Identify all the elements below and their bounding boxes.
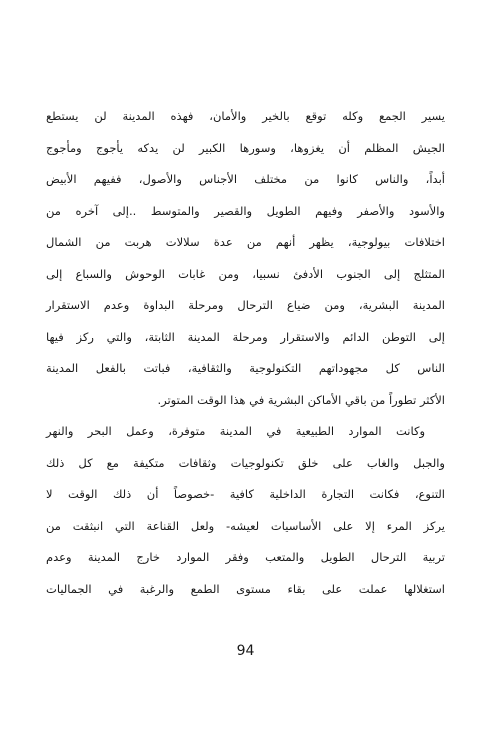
text-line: الناس كل مجهوداتهم التكنولوجية والثقافية، فباتت بالفعل المدينة (46, 361, 445, 375)
text-line: والجبل والغاب على خلق تكنولوجيات وثقافات متكيفة مع كل ذلك (46, 455, 445, 470)
text-line: المتثلج إلى الجنوب الأدفئ نسبيا، ومن غابات الوحوش والسباع إلى (46, 266, 445, 281)
page-number: 94 (236, 643, 255, 659)
text-line: وكانت الموارد الطبيعية في المدينة متوفرة، وعمل البحر والنهر (46, 424, 425, 438)
text-line: إلى التوطن الدائم والاستقرار ومرحلة المدينة الثابتة، والتي ركز فيها (46, 329, 445, 344)
text-line: يركز المرء إلا على الأساسيات لعيشه- ولعل القناعة التي انبثقت من (46, 518, 445, 533)
text-line: يسير الجمع وكله توقع بالخير والأمان، فهذه المدينة لن يستطع (46, 109, 445, 123)
text-line: اختلافات بيولوجية، يظهر أنهم من عدة سلالات هربت من الشمال (46, 235, 445, 249)
body-text (46, 101, 445, 605)
text-line: استغلالها عملت على بقاء مستوى الطمع والرغبة في الجماليات (46, 581, 445, 596)
text-line: الجيش المظلم أن يغزوها، وسورها الكبير لن يدكه يأجوج ومأجوج (46, 140, 445, 155)
text-line: تربية الترحال الطويل والمتعب وفقر الموارد خارج المدينة وعدم (46, 550, 445, 564)
text-line: أبداً، والناس كانوا من مختلف الأجناس والأصول، ففيهم الأبيض (46, 172, 445, 186)
text-line: المدينة البشرية، ومن ضياع الترحال ومرحلة البداوة وعدم الاستقرار (46, 298, 445, 312)
text-line: والأسود والأصفر وفيهم الطويل والقصير والمتوسط ..إلى آخره من (46, 203, 445, 218)
text-line: التنوع، فكانت التجارة الداخلية كافية -خصوصاً أن ذلك الوقت لا (46, 487, 445, 501)
text-line: الأكثر تطوراً من باقي الأماكن البشرية في هذا الوقت المتوتر. (157, 392, 445, 407)
